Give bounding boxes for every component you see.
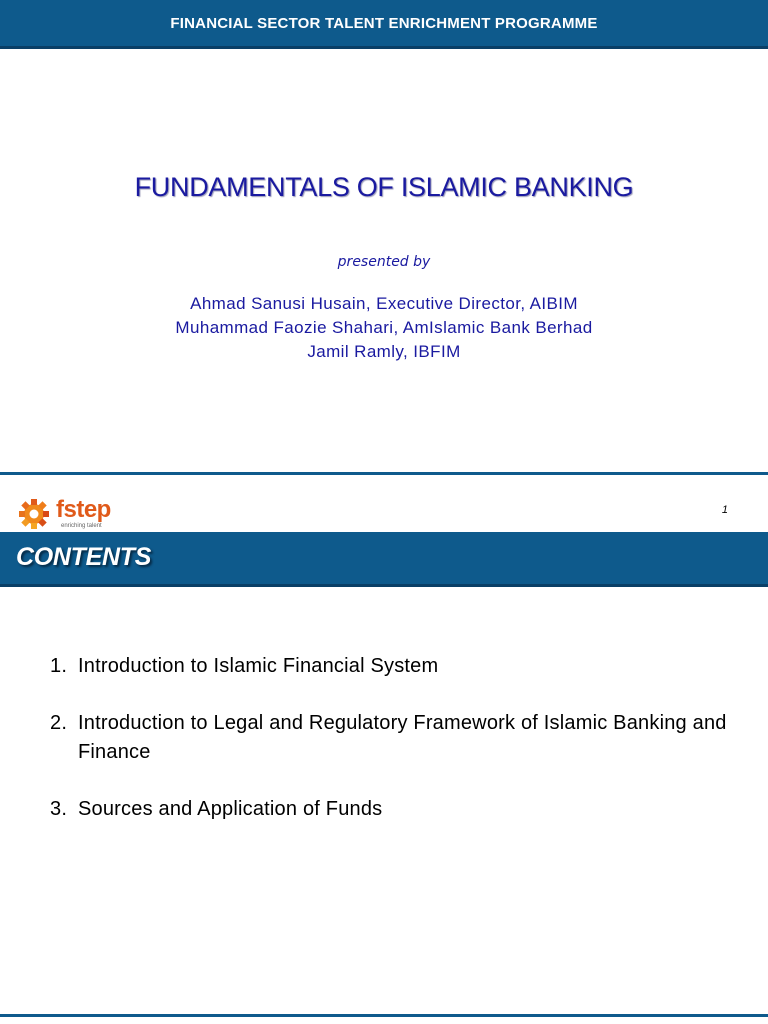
page-number: 1 [721, 504, 728, 516]
contents-heading: CONTENTS [16, 543, 152, 571]
programme-banner [0, 0, 768, 49]
slide-title: FUNDAMENTALS OF ISLAMIC BANKING [134, 172, 634, 202]
item-number: 3. [50, 798, 68, 820]
programme-banner-text: FINANCIAL SECTOR TALENT ENRICHMENT PROGRAMME [170, 14, 598, 32]
presenter-list [0, 292, 768, 364]
contents-banner [0, 532, 768, 587]
logo-wordmark: fstep [56, 496, 111, 523]
contents-list [50, 652, 730, 852]
item-text: Introduction to Islamic Financial System [78, 655, 439, 677]
item-number: 1. [50, 655, 68, 677]
contents-slide [0, 484, 768, 1024]
slide-divider [0, 1014, 768, 1017]
title-slide [0, 0, 768, 484]
item-text: Sources and Application of Funds [78, 798, 383, 820]
item-number: 2. [50, 712, 68, 734]
presented-by-label: presented by [337, 254, 431, 270]
contents-item [50, 709, 730, 767]
contents-item [50, 652, 730, 681]
slide-divider [0, 472, 768, 475]
item-text: Introduction to Legal and Regulatory Framework of Islamic Banking and Finance [78, 712, 727, 763]
presenter-item: Jamil Ramly, IBFIM [307, 342, 461, 361]
presenter-item: Ahmad Sanusi Husain, Executive Director, AIBIM [190, 294, 578, 313]
presenter-item: Muhammad Faozie Shahari, AmIslamic Bank Berhad [175, 318, 593, 337]
logo-tagline: enriching talent [61, 523, 102, 529]
contents-item [50, 795, 730, 824]
fstep-logo [16, 492, 126, 532]
